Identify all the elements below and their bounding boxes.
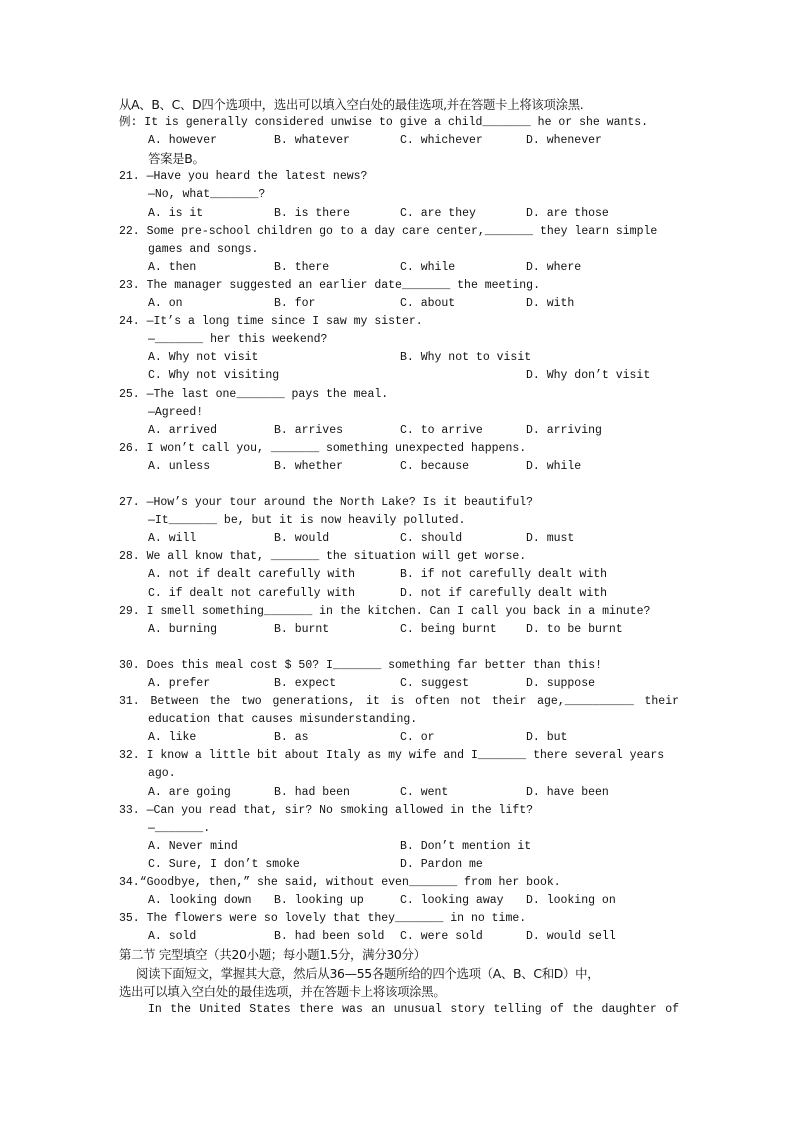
option: D. but	[526, 731, 568, 745]
q27-stem: 27. —How’s your tour around the North Lake? Is it beautiful?	[119, 496, 534, 510]
section2-instructions-1: 阅读下面短文，掌握其大意，然后从36—55各题所给的四个选项（A、B、C和D）中，	[136, 965, 600, 981]
option: B. burnt	[274, 622, 330, 636]
q27-options	[119, 530, 679, 548]
option: C. were sold	[400, 930, 483, 944]
q30-options	[119, 675, 679, 693]
option: B. would	[274, 532, 330, 546]
option: D. where	[526, 260, 582, 274]
q24-options-row2	[119, 367, 679, 385]
option: D. are those	[526, 206, 609, 220]
option: D. would sell	[526, 930, 616, 944]
option: B. expect	[274, 677, 337, 690]
q31-stem: 31. Between the two generations, it is often not their age,__________ their	[119, 695, 679, 709]
option: A. arrived	[148, 423, 218, 437]
option: D. looking on	[526, 894, 616, 908]
option: A. unless	[148, 459, 211, 473]
q25-stem-2: —Agreed!	[148, 405, 204, 419]
option: A. not if dealt carefully with	[148, 568, 356, 582]
option: B. is there	[274, 206, 350, 220]
section2-instructions-2: 选出可以填入空白处的最佳选项，并在答题卡上将该项涂黑。	[119, 983, 446, 999]
q32-options	[119, 784, 679, 802]
q21-stem: 21. —Have you heard the latest news?	[119, 170, 368, 184]
option: A. then	[148, 260, 197, 274]
example-options	[119, 132, 679, 150]
q23-stem: 23. The manager suggested an earlier date_______ the meeting.	[119, 278, 540, 292]
q26-options	[119, 458, 679, 476]
option: B. there	[274, 260, 330, 274]
q29-options	[119, 621, 679, 639]
q26-stem: 26. I won’t call you, _______ something unexpected happens.	[119, 441, 527, 455]
q32-stem: 32. I know a little bit about Italy as my wife and I_______ there several years	[119, 749, 665, 763]
option: C. about	[400, 297, 456, 311]
option: C. or	[400, 731, 435, 745]
q22-options	[119, 259, 679, 277]
option: C. looking away	[400, 894, 504, 908]
q32-stem-2: ago.	[148, 767, 176, 781]
q21-options	[119, 205, 679, 223]
option: A. prefer	[148, 677, 211, 690]
option: C. went	[400, 785, 449, 799]
q24-stem: 24. —It’s a long time since I saw my sister.	[119, 315, 423, 329]
q33-stem-2: —_______.	[148, 821, 211, 835]
q30-stem: 30. Does this meal cost $ 50? I_______ something far better than this!	[119, 658, 603, 672]
option: D. must	[526, 532, 575, 546]
q24-options-row1	[119, 349, 679, 367]
option: D. suppose	[526, 677, 596, 690]
spacer	[119, 639, 679, 657]
option: C. Sure, I don’t smoke	[148, 857, 300, 871]
option: C. while	[400, 260, 456, 274]
section2-title: 第二节 完型填空（共20小题；每小题1.5分，满分30分）	[119, 947, 426, 963]
q33-options-row2	[119, 856, 679, 874]
q23-options	[119, 295, 679, 313]
option: C. are they	[400, 206, 476, 220]
option: A. are going	[148, 785, 231, 799]
q31-options	[119, 729, 679, 747]
q25-stem: 25. —The last one_______ pays the meal.	[119, 387, 389, 401]
q34-options	[119, 892, 679, 910]
option: A. on	[148, 297, 183, 311]
option: A. looking down	[148, 894, 252, 908]
q25-options	[119, 422, 679, 440]
option: C. because	[400, 459, 470, 473]
option: A. is it	[148, 206, 204, 220]
option: C. to arrive	[400, 423, 483, 437]
example-answer: 答案是B。	[148, 151, 205, 167]
q33-stem: 33. —Can you read that, sir? No smoking allowed in the lift?	[119, 803, 534, 817]
q34-stem: 34.“Goodbye, then,” she said, without even_______ from her book.	[119, 876, 561, 890]
q35-stem: 35. The flowers were so lovely that they_______ in no time.	[119, 912, 527, 926]
option: D. have been	[526, 785, 609, 799]
q27-stem-2: —It_______ be, but it is now heavily polluted.	[148, 514, 466, 528]
option: A. like	[148, 731, 197, 745]
passage-first-line: In the United States there was an unusual story telling of the daughter of	[148, 1002, 679, 1016]
option: C. suggest	[400, 677, 470, 690]
option: A. sold	[148, 930, 197, 944]
option: C. being burnt	[400, 622, 497, 636]
option: B. arrives	[274, 423, 344, 437]
q29-stem: 29. I smell something_______ in the kitchen. Can I call you back in a minute?	[119, 604, 651, 618]
option: A. however	[148, 134, 218, 148]
option: D. to be burnt	[526, 622, 623, 636]
option: B. if not carefully dealt with	[400, 568, 608, 582]
instructions: 从A、B、C、D四个选项中，选出可以填入空白处的最佳选项,并在答题卡上将该项涂黑.	[119, 97, 584, 112]
option: D. with	[526, 297, 575, 311]
q33-options-row1	[119, 838, 679, 856]
q24-stem-2: —_______ her this weekend?	[148, 333, 328, 347]
option: B. Don’t mention it	[400, 839, 532, 853]
spacer	[119, 476, 679, 494]
option: D. whenever	[526, 134, 602, 148]
q21-stem-2: —No, what_______?	[148, 188, 266, 202]
option: D. while	[526, 459, 582, 473]
option: B. as	[274, 731, 309, 745]
option: A. Never mind	[148, 839, 238, 853]
option: C. should	[400, 532, 463, 546]
q28-options-row1	[119, 566, 679, 584]
option: A. will	[148, 532, 197, 546]
option: B. Why not to visit	[400, 351, 532, 365]
q22-stem-2: games and songs.	[148, 242, 259, 256]
option: C. if dealt not carefully with	[148, 586, 356, 600]
option: B. had been	[274, 785, 350, 799]
option: D. Why don’t visit	[526, 369, 651, 383]
option: B. for	[274, 297, 316, 311]
option: C. Why not visiting	[148, 369, 280, 383]
option: A. burning	[148, 622, 218, 636]
example-stem: 例: It is generally considered unwise to give a child_______ he or she wants.	[119, 116, 649, 130]
q28-options-row2	[119, 585, 679, 603]
q22-stem: 22. Some pre-school children go to a day care center,_______ they learn simple	[119, 224, 658, 238]
option: D. not if carefully dealt with	[400, 586, 608, 600]
option: D. Pardon me	[400, 857, 483, 871]
option: A. Why not visit	[148, 351, 259, 365]
option: D. arriving	[526, 423, 602, 437]
exam-page	[119, 96, 679, 1019]
option: B. looking up	[274, 894, 364, 908]
q28-stem: 28. We all know that, _______ the situation will get worse.	[119, 550, 527, 564]
option: B. had been sold	[274, 930, 385, 944]
option: B. whether	[274, 459, 344, 473]
option: C. whichever	[400, 134, 483, 148]
option: B. whatever	[274, 134, 350, 148]
q31-stem-2: education that causes misunderstanding.	[148, 713, 418, 727]
q35-options	[119, 928, 679, 946]
